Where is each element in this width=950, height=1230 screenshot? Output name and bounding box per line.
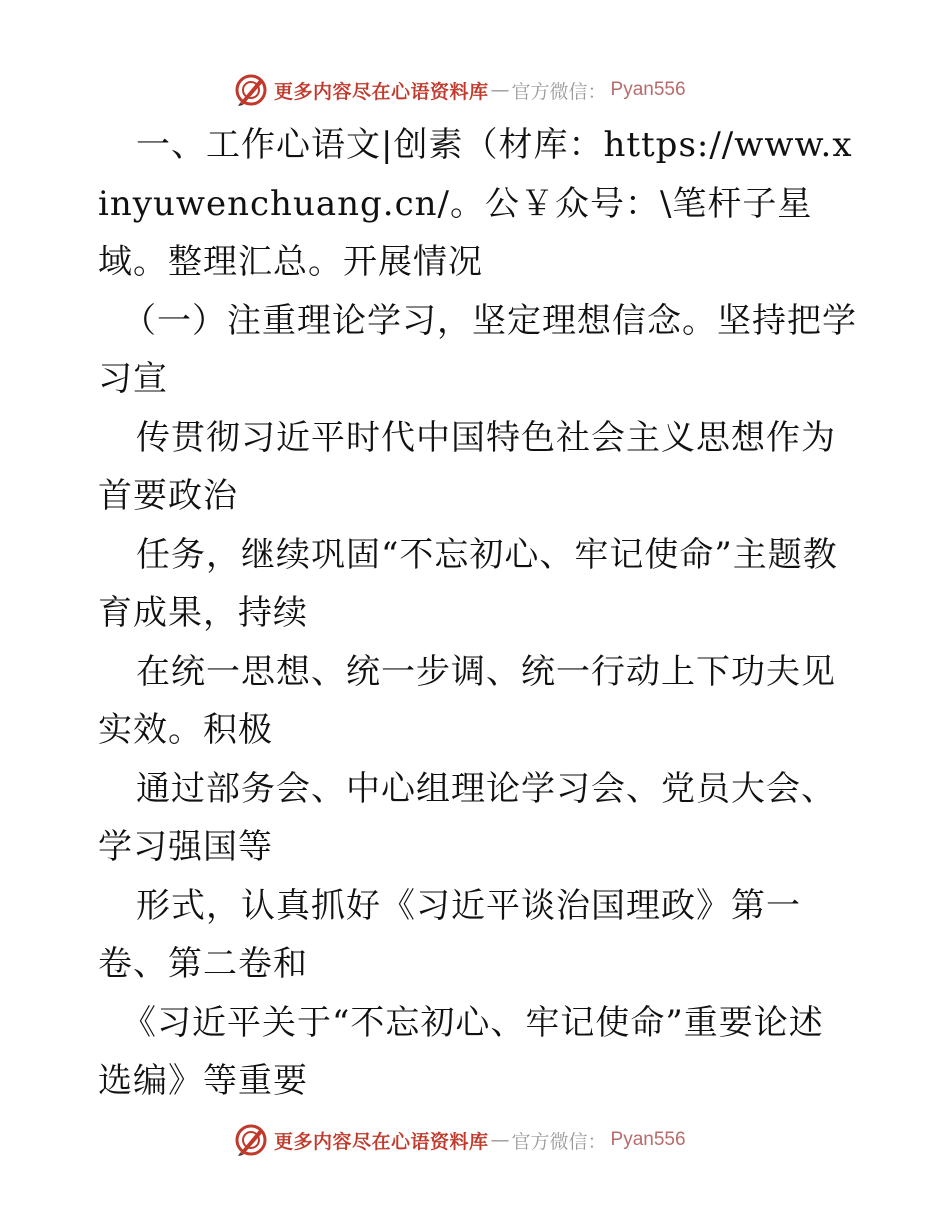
red-pen-circle-logo-icon (234, 73, 268, 107)
paragraph-line: 《习近平关于“不忘初心、牢记使命”重要论述选编》等重要 (98, 1002, 824, 1101)
red-pen-circle-logo-icon (234, 1123, 268, 1157)
footer-slogan: 更多内容尽在心语资料库 (274, 1130, 489, 1153)
paragraph-line: 通过部务会、中心组理论学习会、党员大会、学习强国等 (98, 768, 836, 867)
header-watermark-banner (234, 72, 754, 108)
footer-watermark-banner (234, 1122, 754, 1158)
footer-official-label: 官方微信： (511, 1130, 607, 1153)
header-slogan: 更多内容尽在心语资料库 (274, 80, 489, 103)
paragraph-line: 形式，认真抓好《习近平谈治国理政》第一卷、第二卷和 (98, 885, 801, 984)
footer-dash: — (490, 1129, 510, 1151)
document-body (98, 116, 858, 1111)
header-dash: — (490, 79, 510, 101)
header-account: Pyan556 (610, 79, 686, 100)
paragraph-line: 在统一思想、统一步调、统一行动上下功夫见实效。积极 (98, 651, 836, 750)
footer-account: Pyan556 (610, 1129, 686, 1150)
paragraph-heading: 一、工作心语文|创素（材库：https://www.xinyuwenchuang.cn/。公￥众号：\笔杆子星域。整理汇总。开展情况 (98, 125, 853, 282)
paragraph-line: 任务，继续巩固“不忘初心、牢记使命”主题教育成果，持续 (98, 534, 838, 633)
header-official-label: 官方微信： (511, 80, 607, 103)
paragraph-line: （一）注重理论学习，坚定理想信念。坚持把学习宣 (98, 300, 857, 399)
paragraph-line: 传贯彻习近平时代中国特色社会主义思想作为首要政治 (98, 417, 836, 516)
